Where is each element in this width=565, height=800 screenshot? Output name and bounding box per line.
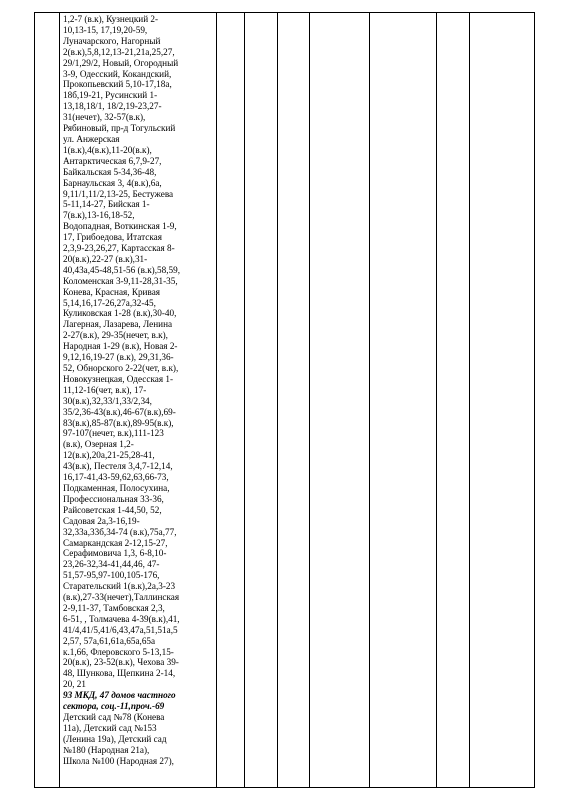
table-cell-number bbox=[35, 13, 60, 788]
address-line: 9,12,16,19-27 (в.к), 29,31,36- bbox=[63, 352, 174, 363]
address-line: Лагерная, Лазарева, Ленина bbox=[63, 319, 173, 330]
address-line: Самаркандская 2-12,15-27, bbox=[63, 537, 168, 548]
address-line: 2-9,11-37, Тамбовская 2,3, bbox=[63, 602, 165, 613]
address-line: 2-27(в.к), 29-35(нечет, в.к), bbox=[63, 330, 168, 341]
address-line: Профессиональная 33-36, bbox=[63, 493, 164, 504]
address-line: 5,14,16,17-26,27а,32-45, bbox=[63, 297, 156, 308]
address-line: 5-11,14-27, Бийская 1- bbox=[63, 199, 150, 210]
address-line: Школа №100 (Народная 27), bbox=[63, 755, 174, 766]
address-line: Барнаульская 3, 4(в.к),6а, bbox=[63, 177, 162, 188]
address-line: 97-107(нечет, в.к),111-123 bbox=[63, 428, 164, 439]
table-cell bbox=[310, 13, 370, 788]
address-line: №180 (Народная 21а), bbox=[63, 744, 150, 755]
address-line: 48, Шункова, Щепкина 2-14, bbox=[63, 668, 176, 679]
address-line: Народная 1-29 (в.к), Новая 2- bbox=[63, 341, 178, 352]
address-line: 35/2,36-43(в.к),46-67(в.к),69- bbox=[63, 406, 176, 417]
address-line: Садовая 2а,3-16,19- bbox=[63, 515, 140, 526]
address-line: 31(нечет), 32-57(в.к), bbox=[63, 112, 146, 123]
address-line: Подкаменная, Полосухина, bbox=[63, 482, 170, 493]
address-line: 11,12-16(чет, в.к), 17- bbox=[63, 384, 147, 395]
address-line: Конева, Красная, Кривая bbox=[63, 286, 160, 297]
address-line: Старательский 1(в.к),2а,3-23 bbox=[63, 581, 176, 592]
table-cell bbox=[217, 13, 245, 788]
address-line: 6-51, , Толмачева 4-39(в.к),41, bbox=[63, 613, 180, 624]
address-line: 10,13-15, 17,19,20-59, bbox=[63, 24, 148, 35]
address-line: 12(в.к),20а,21-25,28-41, bbox=[63, 450, 155, 461]
address-line: 20(в.к), 23-52(в.к), Чехова 39- bbox=[63, 657, 179, 668]
address-line: Новокузнецкая, Одесская 1- bbox=[63, 373, 174, 384]
address-line: Коломенская 3-9,11-28,31-35, bbox=[63, 275, 178, 286]
address-line: 2,3,9-23,26,27, Картасская 8- bbox=[63, 243, 175, 254]
address-line: Байкальская 5-34,36-48, bbox=[63, 166, 157, 177]
address-line: 51,57-95,97-100,105-176, bbox=[63, 570, 160, 581]
table-row bbox=[35, 13, 535, 788]
address-line: ул. Анжерская bbox=[63, 133, 120, 144]
address-line: 2(в.к),5,8,12,13-21,21а,25,27, bbox=[63, 46, 175, 57]
address-line: Прокопьевский 5,10-17,18а, bbox=[63, 79, 172, 90]
address-line: Луначарского, Нагорный bbox=[63, 35, 161, 46]
address-line: 20(в.к),22-27 (в.к),31- bbox=[63, 253, 148, 264]
table-cell-addresses bbox=[60, 13, 217, 788]
address-line: 52, Обнорского 2-22(чет, в.к), bbox=[63, 363, 179, 373]
address-line: 16,17-41,43-59,62,63,66-73, bbox=[63, 472, 169, 483]
address-line: 17, Грибоедова, Итатская bbox=[63, 232, 162, 243]
address-line: 83(в.к),85-87(в.к),89-95(в.к), bbox=[63, 417, 174, 428]
address-line: 32,33а,33б,34-74 (в.к),75а,77, bbox=[63, 526, 177, 537]
table-cell bbox=[278, 13, 310, 788]
summary-line: сектора, соц.-11,проч.-69 bbox=[63, 701, 165, 712]
address-line: 30(в.к),32,33/1,33/2,34, bbox=[63, 395, 152, 406]
address-line: 7(в.к),13-16,18-52, bbox=[63, 210, 135, 221]
address-line: (Ленина 19а), Детский сад bbox=[63, 733, 167, 744]
address-line: 2,57, 57а,61,61а,65а,65а bbox=[63, 635, 156, 646]
address-line: 20, 21 bbox=[63, 679, 86, 690]
address-table bbox=[34, 12, 535, 788]
address-line: 41/4,41/5,41/6,43,47а,51,51а,5 bbox=[63, 624, 178, 635]
address-line: к.1,66, Флеровского 5-13,15- bbox=[63, 646, 174, 657]
address-line: 29/1,29/2, Новый, Огородный bbox=[63, 57, 179, 68]
address-line: 23,26-32,34-41,44,46, 47- bbox=[63, 559, 160, 570]
address-line: Рябиновый, пр-д Тогульский bbox=[63, 123, 176, 134]
address-line: 18б,19-21, Русинский 1- bbox=[63, 90, 158, 101]
address-line: 13,18,18/1, 18/2,19-23,27- bbox=[63, 101, 162, 112]
address-line: (в.к),27-33(нечет),Таллинская bbox=[63, 592, 180, 603]
address-line: 3-9, Одесский, Кокандский, bbox=[63, 68, 172, 79]
summary-line: 93 МКД, 47 домов частного bbox=[63, 690, 176, 701]
address-line: Детский сад №78 (Конева bbox=[63, 712, 165, 722]
address-line: 40,43а,45-48,51-56 (в.к),58,59, bbox=[63, 264, 180, 275]
address-line: Антарктическая 6,7,9-27, bbox=[63, 155, 162, 166]
address-line: 11а), Детский сад №153 bbox=[63, 722, 157, 733]
address-line: 43(в.к), Пестеля 3,4,7-12,14, bbox=[63, 461, 173, 472]
address-line: Водопадная, Воткинская 1-9, bbox=[63, 221, 177, 232]
address-list bbox=[60, 13, 216, 767]
address-line: 1(в.к),4(в.к),11-20(в.к), bbox=[63, 144, 152, 155]
address-line: 9,11/1,11/2,13-25, Бестужева bbox=[63, 188, 174, 199]
address-line: Райсоветская 1-44,50, 52, bbox=[63, 504, 162, 515]
address-line: Куликовская 1-28 (в.к),30-40, bbox=[63, 308, 177, 319]
table-cell bbox=[370, 13, 437, 788]
table-cell bbox=[470, 13, 535, 788]
address-line: 1,2-7 (в.к), Кузнецкий 2- bbox=[63, 14, 159, 24]
table-cell bbox=[437, 13, 470, 788]
address-line: (в.к), Озерная 1,2- bbox=[63, 439, 134, 450]
table-cell bbox=[245, 13, 278, 788]
address-line: Серафимовича 1,3, 6-8,10- bbox=[63, 548, 167, 559]
